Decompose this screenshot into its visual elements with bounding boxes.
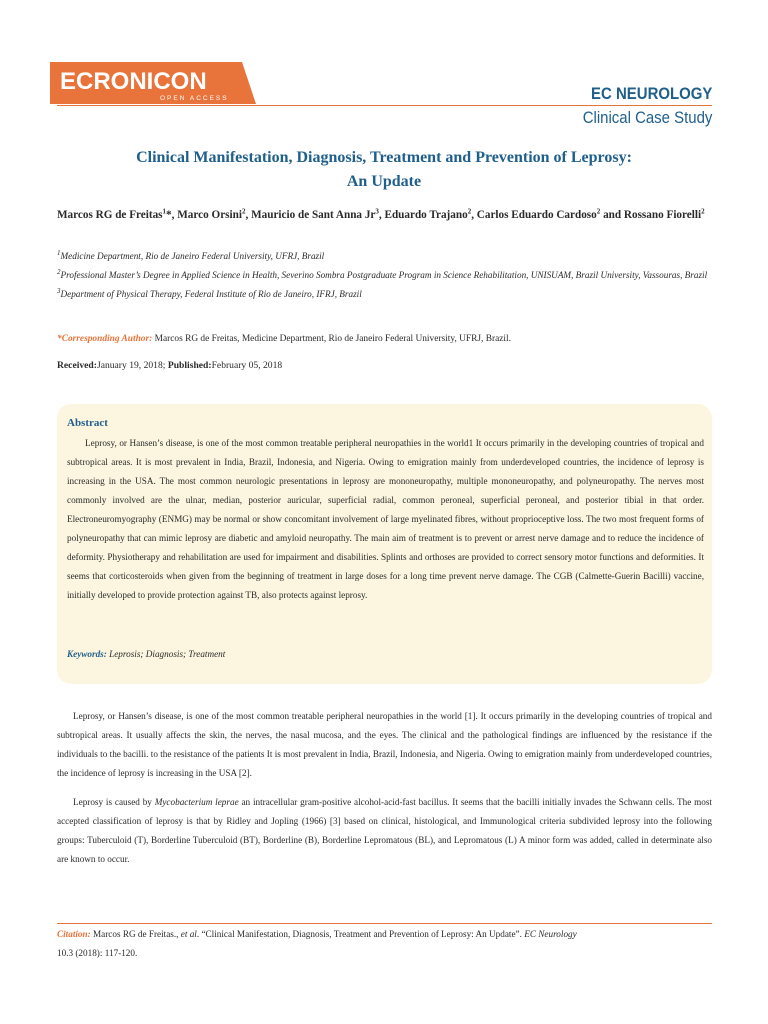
logo-subtext: OPEN ACCESS [160,95,229,102]
author-sup: 1 [162,207,167,216]
article-title [60,146,708,194]
citation-journal: EC Neurology [524,929,577,939]
author-star: * [166,209,172,221]
article-dates [57,358,712,374]
author-name: Mauricio de Sant Anna Jr [251,209,376,221]
body-text: Leprosy is caused by [73,797,155,807]
affiliation-item [57,247,712,266]
publisher-logo [50,62,256,104]
received-date: January 19, 2018; [96,360,166,371]
affiliation-item [57,266,712,285]
body-paragraph: Leprosy, or Hansen’s disease, is one of the most common treatable peripheral neuropathies in the world [1]. It occurs primarily in the developing countries of tropical and subtropical areas. It usually affects the skin, the nerves, the nasal mucosa, and the eyes. The clinical and the pathological findings are influenced by the resistance if the individuals to the bacilli. to the resistance of the patients It is most prevalent in India, Brazil, Indonesia, and Nigeria. Owing to emigration mainly from underdeveloped countries, the incidence of leprosy is increasing in the USA [2]. [57,711,712,778]
journal-header [565,84,712,128]
citation-title: . “Clinical Manifestation, Diagnosis, Treatment and Prevention of Leprosy: An Update”. [196,929,525,939]
corresponding-text: Marcos RG de Freitas, Medicine Department, Rio de Janeiro Federal University, UFRJ, Brazil. [154,334,511,344]
abstract-heading: Abstract [67,417,108,429]
affiliation-text: Department of Physical Therapy, Federal Institute of Rio de Janeiro, IFRJ, Brazil [60,289,362,299]
logo-text: ECRONICON [60,68,207,95]
published-date: February 05, 2018 [211,360,283,371]
author-sup: 2 [241,207,246,216]
citation [57,925,712,963]
species-name: Mycobacterium leprae [154,797,239,807]
affiliation-num: 1 [57,248,61,257]
corresponding-author: *Corresponding Author: Marcos RG de Freitas, Medicine Department, Rio de Janeiro Federal University, UFRJ, Brazil. [57,334,511,344]
body-text: an intracellular gram-positive alcohol-acid-fast bacillus. It seems that the bacilli initially invades the Schwann cells. The most accepted classification of leprosy is that by Ridley and Jopling (1966) [3] based on clinical, histological, and Immunological criteria subdivided leprosy into the following groups: Tuberculoid (T), Borderline Tuberculoid (BT), Borderline (B), Borderline Lepromatous (BL), and Lepromatous (L) A minor form was added, called in determinate also are known to occur. [57,797,712,864]
citation-authors: Marcos RG de Freitas., [93,929,181,939]
published-label: Published: [167,360,212,371]
affiliation-text: Medicine Department, Rio de Janeiro Federal University, UFRJ, Brazil [60,251,325,261]
author-sup: 3 [375,207,379,216]
author-list: Marcos RG de Freitas$^1$*, Marco Orsini$^2$, Mauricio de Sant Anna Jr$^3$, Eduardo Trajano$^2$, Carlos Eduardo Cardoso$^2$ and Rossano Fiorelli$^2$ [57,207,705,221]
title-line-1: Clinical Manifestation, Diagnosis, Treatment and Prevention of Leprosy: [136,149,632,166]
citation-label: Citation: [57,929,91,939]
author-and: and [603,209,622,221]
affiliation-item [57,285,712,304]
keywords [67,649,225,659]
affiliation-num: 3 [57,286,61,295]
affiliation-text: Professional Master’s Degree in Applied Science in Health, Severino Sombra Postgraduate Program in Science Rehabilitation, UNISUAM, Brazil University, Vassouras, Brazil [60,270,708,280]
author-name: Marcos RG de Freitas [57,209,163,221]
keywords-label: Keywords: [67,649,107,659]
article-type: Clinical Case Study [582,108,712,127]
article-body [57,707,712,879]
abstract-text: Leprosy, or Hansen’s disease, is one of the most common treatable peripheral neuropathies in the world1 It occurs primarily in the developing countries of tropical and subtropical areas. It is most prevalent in India, Brazil, Indonesia, and Nigeria. Owing to emigration mainly from underdeveloped countries, the incidence of leprosy is increasing in the USA. The most common neurologic presentations in leprosy are mononeuropathy, multiple mononeuropathy, and polyneuropathy. The nerves most commonly involved are the ulnar, median, posterior auricular, superficial radial, common peroneal, superficial peroneal, and posterior tibial in that order. Electroneuromyography (ENMG) may be normal or show concomitant involvement of large myelinated fibres, without proprioceptive loss. The two most frequent forms of polyneuropathy that can mimic leprosy are diabetic and amyloid neuropathy. The main aim of treatment is to prevent or arrest nerve damage and to reduce the incidence of deformity. Physiotherapy and rehabilitation are used for impairment and disabilities. Splints and orthoses are provided to correct sensory motor functions and deformities. It seems that corticosteroids when given from the beginning of treatment in large doses for a long time prevent nerve damage. The CGB (Calmette-Guerin Bacilli) vaccine, initially developed to provide protection against TB, also protects against leprosy. [67,438,704,600]
received-label: Received: [57,360,97,371]
citation-etal: et al [180,929,197,939]
author-name: Eduardo Trajano [384,209,468,221]
keywords-text: Leprosis; Diagnosis; Treatment [109,649,226,659]
author-name: Marco Orsini [177,209,242,221]
citation-volume: 10.3 (2018): 117-120. [57,948,138,958]
author-sup: 2 [596,207,601,216]
journal-name: EC NEUROLOGY [590,84,712,103]
affiliations [57,247,712,304]
author-name: Carlos Eduardo Cardoso [476,209,597,221]
corresponding-label: *Corresponding Author [57,334,150,344]
author-sup: 2 [701,207,705,216]
author-name: Rossano Fiorelli [623,209,702,221]
header-divider [57,105,712,106]
body-paragraph [57,793,712,869]
title-line-2: An Update [346,173,422,190]
affiliation-num: 2 [57,267,61,276]
author-sup: 2 [467,207,472,216]
footer-divider [57,923,712,924]
